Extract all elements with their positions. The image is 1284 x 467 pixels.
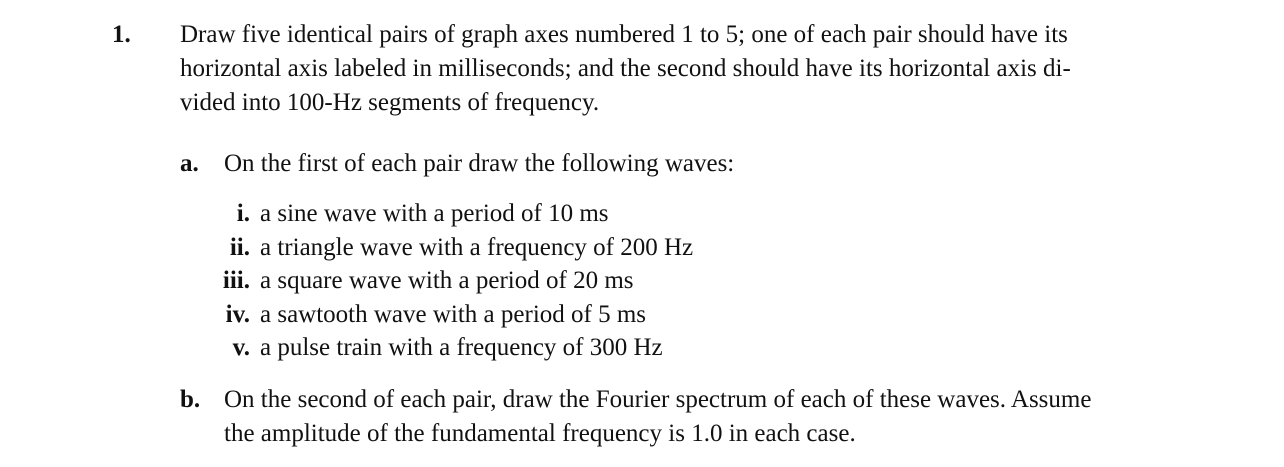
problem-number: 1. — [112, 21, 131, 48]
list-numeral: iv. — [225, 300, 250, 328]
list-numeral: iii. — [222, 267, 250, 294]
list-item-text: a pulse train with a frequency of 300 Hz — [260, 334, 663, 361]
list-item — [212, 197, 912, 231]
list-item-text: a sawtooth wave with a period of 5 ms — [260, 300, 647, 328]
list-numeral: ii. — [229, 233, 250, 261]
list-numeral: i. — [236, 200, 250, 227]
list-item-text: a triangle wave with a frequency of 200 Hz — [260, 233, 694, 261]
list-numeral: v. — [232, 334, 250, 361]
list-item-text: a sine wave with a period of 10 ms — [260, 200, 609, 227]
part-a-label: a. — [180, 150, 199, 177]
list-item — [212, 264, 912, 298]
list-item — [212, 298, 912, 332]
part-b-text: the amplitude of the fundamental frequency is 1.0 in each case. — [224, 420, 856, 447]
intro-line: Draw five identical pairs of graph axes numbered 1 to 5; one of each pair should have its — [180, 21, 1068, 48]
part-b-first-line — [180, 383, 1260, 417]
list-item-text: a square wave with a period of 20 ms — [260, 267, 634, 294]
part-b — [180, 383, 1260, 451]
problem-intro — [180, 18, 1240, 120]
list-item — [212, 231, 912, 265]
part-a — [180, 147, 1260, 181]
intro-line: horizontal axis labeled in milliseconds; and the second should have its horizontal axis di- — [180, 55, 1071, 82]
part-a-text: On the first of each pair draw the following waves: — [224, 150, 735, 177]
list-item — [212, 331, 912, 365]
intro-line: vided into 100-Hz segments of frequency. — [180, 89, 600, 116]
part-b-label: b. — [180, 386, 201, 413]
wave-list — [212, 197, 912, 365]
part-b-text: On the second of each pair, draw the Fourier spectrum of each of these waves. Assume — [224, 386, 1092, 413]
